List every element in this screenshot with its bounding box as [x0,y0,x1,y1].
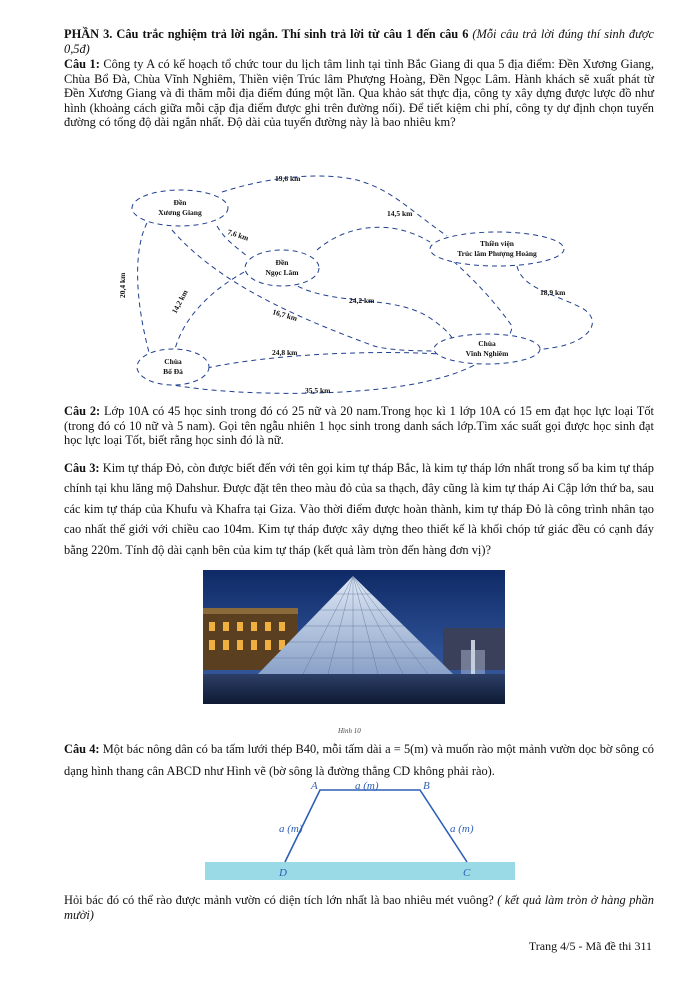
edge-label-bd-vn: 24,8 km [272,348,298,357]
pyramid-photo [203,570,505,704]
label-top-side: a (m) [355,780,379,792]
question-3 [64,458,654,560]
edge-label-xg-tv: 19,6 km [275,174,301,183]
q4-label: Câu 4: [64,742,100,756]
section-title: PHẦN 3. Câu trắc nghiệm trả lời ngắn. Thí sinh trả lời từ câu 1 đến câu 6 [64,27,469,41]
vertex-d: D [279,867,287,879]
edge-nl-tv [317,227,430,250]
node-nl-line1: Đền [275,258,289,267]
edge-label-xg-nl: 7,6 km [226,227,250,243]
node-vn-line2: Vĩnh Nghiêm [465,349,509,358]
q2-text: Lớp 10A có 45 học sinh trong đó có 25 nữ và 20 nam.Trong học kì 1 lớp 10A có 15 em đạt học lực loại Tốt (trong đó có 10 nữ và 5 nam). Gọi tên ngẫu nhiên 1 học sinh trong danh sách lớp.Tìm xác suất gọi được học sinh đạt học lực loại Tốt, biết rằng học sinh đó là nữ. [64,404,654,448]
label-left-side: a (m) [279,823,303,835]
edge-label-nl-tv: 14,5 km [387,209,413,218]
route-graph [112,168,612,398]
question-2 [64,404,654,448]
q4-question: Hỏi bác đó có thể rào được mảnh vườn có diện tích lớn nhất là bao nhiêu mét vuông? [64,893,494,907]
vertex-a: A [311,780,318,792]
edge-bd-vn [207,353,440,368]
q1-label: Câu 1: [64,57,100,71]
node-bd-line1: Chùa [164,357,182,366]
trapezoid-figure [205,780,515,880]
node-bd-line2: Bổ Đà [163,367,183,376]
vertex-b: B [423,780,430,792]
page-footer: Trang 4/5 - Mã đề thi 311 [528,939,652,953]
q3-label: Câu 3: [64,461,100,475]
trapezoid-shape [285,790,467,862]
node-xg-line2: Xương Giang [158,208,202,217]
node-xg-line1: Đền [173,198,187,207]
question-4-prompt [64,893,654,922]
node-tv-line1: Thiền viện [480,239,514,248]
edge-nl-bd [174,268,252,353]
edge-label-xg-bd: 20,4 km [118,272,127,298]
q4-text: Một bác nông dân có ba tấm lưới thép B40, mỗi tấm dài a = 5(m) và muốn rào một mảnh vườn dọc bờ sông có dạng hình thang cân ABCD như Hình vẽ (bờ sông là đường thẳng CD không phải rào). [64,742,654,778]
edge-label-nl-bd: 14,2 km [169,288,190,315]
node-vn-line1: Chùa [478,339,496,348]
question-1 [64,57,654,130]
section-heading [64,27,654,56]
node-nl-line2: Ngọc Lâm [265,268,299,277]
vertex-c: C [463,867,471,879]
edge-nl-vn [290,282,454,346]
node-tv-line2: Trúc lâm Phượng Hoàng [457,249,537,258]
edge-xg-tv [222,176,447,236]
q1-text: Công ty A có kế hoạch tổ chức tour du lịch tâm linh tại tỉnh Bắc Giang đi qua 5 địa điểm: Đền Xương Giang, Chùa Bổ Đà, Chùa Vĩnh Nghiêm, Thiền viện Trúc lâm Phượng Hoàng, Đền Ngọc Lâm. Hành khách sẽ xuất phát từ Đền Xương Giang và đi thăm mỗi địa điểm đúng một lần. Qua khảo sát thực địa, công ty xây dựng được lược đồ như hình (khoảng cách giữa mỗi cặp địa điểm được ghi trên đường nối). Để tiết kiệm chi phí, công ty dự định chọn tuyến đường có tổng độ dài ngắn nhất. Độ dài của tuyến đường này là bao nhiêu km? [64,57,654,130]
q3-text: Kim tự tháp Đỏ, còn được biết đến với tên gọi kim tự tháp Bắc, là kim tự tháp lớn nhất trong số ba kim tự tháp chính tại khu lăng mộ Dahshur. Được đặt tên theo màu đỏ của sa thạch, đây cũng là kim tự tháp Ai Cập lớn thứ ba, sau các kim tự tháp của Khufu và Khafra tại Giza. Vào thời điểm được hoàn thành, kim tự tháp Đỏ là công trình nhân tạo cao nhất thế giới với chiều cao 104m. Kim tự tháp được xây dựng theo thiết kế là khối chóp tứ giác đều có cạnh đáy bằng 220m. Tính độ dài cạnh bên của kim tự tháp (kết quả làm tròn đến hàng đơn vị)? [64,461,654,557]
edge-label-nl-vn: 24,2 km [349,296,375,305]
edge-xg-bd [138,223,150,356]
edge-bd-tv [167,260,512,393]
edge-label-bd-tv: 35,5 km [305,386,331,395]
edge-label-tv-vn: 18,9 km [540,288,566,297]
q2-label: Câu 2: [64,404,101,418]
edge-label-xg-vn: 16,7 km [271,307,299,323]
edge-tv-vn [517,266,592,350]
q4-note: ( kết quả làm tròn ở hàng phần mười) [64,893,654,922]
label-right-side: a (m) [450,823,474,835]
question-4 [64,738,654,782]
section-note: (Mỗi câu trả lời đúng thí sinh được 0,5đ) [64,27,654,56]
figure-caption: Hình 10 [338,727,361,735]
